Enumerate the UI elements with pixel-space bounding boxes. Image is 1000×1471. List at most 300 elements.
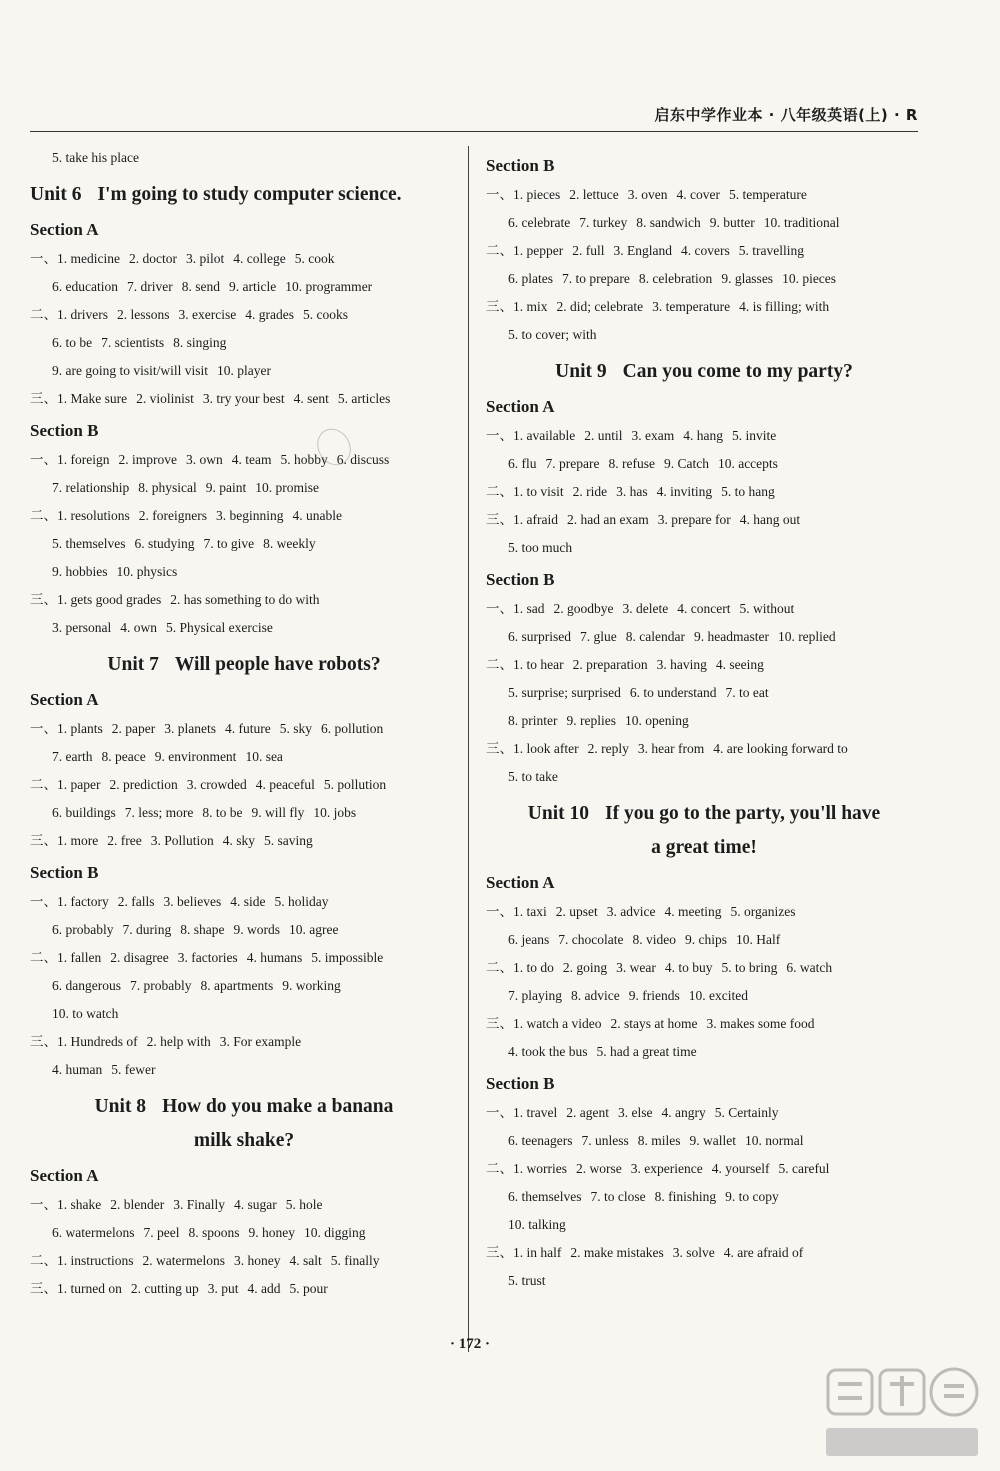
answer-item: 9. working bbox=[282, 978, 341, 993]
answer-item: 5. hole bbox=[285, 1197, 323, 1212]
answer-item: 4. grades bbox=[245, 307, 294, 322]
section-heading: Section A bbox=[486, 397, 555, 416]
answer-item: 8. refuse bbox=[608, 456, 655, 471]
answer-item: 2. cutting up bbox=[130, 1281, 199, 1296]
answer-item: 4. angry bbox=[661, 1105, 706, 1120]
answer-item: 5. to take bbox=[508, 769, 558, 784]
answer-item: 3. solve bbox=[672, 1245, 715, 1260]
answer-item: 8. video bbox=[632, 932, 676, 947]
answer-item: 3. prepare for bbox=[657, 512, 731, 527]
unit-title: Can you come to my party? bbox=[622, 361, 853, 382]
answer-item: 三、1. mix bbox=[486, 299, 548, 314]
answer-item: 8. spoons bbox=[188, 1225, 240, 1240]
answer-line bbox=[486, 679, 922, 707]
answer-item: 9. to copy bbox=[725, 1189, 779, 1204]
answer-line bbox=[486, 478, 922, 506]
answer-item: 二、1. instructions bbox=[30, 1253, 134, 1268]
answer-item: 4. add bbox=[247, 1281, 281, 1296]
answer-item: 8. peace bbox=[101, 749, 146, 764]
answer-item: 2. lessons bbox=[117, 307, 170, 322]
answer-item: 8. calendar bbox=[625, 629, 685, 644]
unit-heading bbox=[30, 1090, 458, 1124]
answer-item: 10. player bbox=[217, 363, 271, 378]
answer-item: 5. sky bbox=[279, 721, 312, 736]
answer-item: 一、1. plants bbox=[30, 721, 103, 736]
answer-item: 二、1. paper bbox=[30, 777, 101, 792]
answer-item: 5. finally bbox=[330, 1253, 380, 1268]
answer-item: 5. to bring bbox=[721, 960, 778, 975]
answer-item: 二、1. to hear bbox=[486, 657, 564, 672]
answer-item: 5. Physical exercise bbox=[165, 620, 273, 635]
answer-line bbox=[486, 926, 922, 954]
answer-item: 6. studying bbox=[134, 536, 195, 551]
answer-item: 9. words bbox=[233, 922, 280, 937]
answer-item: 8. finishing bbox=[654, 1189, 717, 1204]
left-column bbox=[30, 144, 458, 1303]
answer-line bbox=[486, 1211, 922, 1239]
answer-item: 3. pilot bbox=[185, 251, 225, 266]
answer-item: 4. sent bbox=[293, 391, 329, 406]
answer-item: 2. help with bbox=[146, 1034, 211, 1049]
answer-item: 3. exam bbox=[631, 428, 675, 443]
answer-item: 5. cooks bbox=[302, 307, 348, 322]
answer-item: 6. to understand bbox=[629, 685, 717, 700]
answer-item: 3. personal bbox=[52, 620, 112, 635]
answer-line bbox=[30, 1000, 458, 1028]
answer-item: 4. future bbox=[224, 721, 271, 736]
answer-item: 7. to close bbox=[590, 1189, 646, 1204]
answer-line bbox=[30, 972, 458, 1000]
answer-item: 3. For example bbox=[219, 1034, 302, 1049]
answer-item: 三、1. turned on bbox=[30, 1281, 122, 1296]
answer-item: 6. buildings bbox=[52, 805, 116, 820]
unit-number: Unit 6 bbox=[30, 184, 82, 205]
unit-heading bbox=[486, 797, 922, 831]
answer-item: 9. replies bbox=[566, 713, 616, 728]
answer-line bbox=[486, 763, 922, 791]
answer-item: 10. excited bbox=[688, 988, 748, 1003]
answer-line bbox=[30, 1191, 458, 1219]
answer-item: 2. blender bbox=[110, 1197, 165, 1212]
answer-item: 3. honey bbox=[233, 1253, 281, 1268]
answer-item: 8. physical bbox=[138, 480, 197, 495]
unit-title: I'm going to study computer science. bbox=[97, 184, 402, 205]
answer-line bbox=[486, 293, 922, 321]
unit-title: How do you make a banana bbox=[162, 1096, 394, 1117]
answer-item: 5. saving bbox=[264, 833, 313, 848]
answer-line bbox=[486, 237, 922, 265]
answer-item: 6. dangerous bbox=[52, 978, 121, 993]
answer-item: 一、1. shake bbox=[30, 1197, 102, 1212]
unit-heading bbox=[30, 178, 458, 212]
answer-item: 3. delete bbox=[622, 601, 669, 616]
answer-item: 5. travelling bbox=[738, 243, 804, 258]
answer-item: 8. to be bbox=[202, 805, 243, 820]
answer-item: 三、1. afraid bbox=[486, 512, 558, 527]
answer-item: 4. hang out bbox=[739, 512, 801, 527]
answer-item: 8. weekly bbox=[263, 536, 316, 551]
answer-item: 6. to be bbox=[52, 335, 93, 350]
answer-item: 4. covers bbox=[680, 243, 730, 258]
answer-item: 8. send bbox=[181, 279, 220, 294]
answer-item: 4. team bbox=[231, 452, 272, 467]
answer-item: 2. upset bbox=[555, 904, 598, 919]
answer-item: 7. playing bbox=[508, 988, 562, 1003]
answer-line bbox=[486, 181, 922, 209]
answer-item: 6. watch bbox=[786, 960, 833, 975]
answer-item: 8. miles bbox=[637, 1133, 681, 1148]
answer-line bbox=[30, 944, 458, 972]
section-heading: Section B bbox=[30, 421, 99, 440]
answer-item: 10. promise bbox=[255, 480, 319, 495]
answer-line bbox=[486, 1155, 922, 1183]
answer-line bbox=[30, 586, 458, 614]
answer-line bbox=[30, 771, 458, 799]
answer-item: 10. pieces bbox=[782, 271, 837, 286]
answer-line bbox=[30, 1028, 458, 1056]
answer-item: 二、1. resolutions bbox=[30, 508, 130, 523]
answer-line bbox=[30, 245, 458, 273]
answer-item: 2. lettuce bbox=[569, 187, 619, 202]
section-heading: Section A bbox=[486, 873, 555, 892]
watermark-logo bbox=[822, 1362, 982, 1462]
answer-item: 2. foreigners bbox=[138, 508, 207, 523]
answer-item: 3. planets bbox=[164, 721, 216, 736]
unit-number: Unit 9 bbox=[555, 361, 607, 382]
answer-item: 3. put bbox=[207, 1281, 239, 1296]
answer-item: 7. unless bbox=[581, 1133, 629, 1148]
answer-item: 3. exercise bbox=[178, 307, 237, 322]
answer-item: 5. had a great time bbox=[596, 1044, 697, 1059]
answer-item: 5. trust bbox=[508, 1273, 546, 1288]
answer-item: 7. glue bbox=[580, 629, 617, 644]
answer-item: 10. normal bbox=[744, 1133, 804, 1148]
answer-item: 5. organizes bbox=[730, 904, 796, 919]
answer-line bbox=[30, 1056, 458, 1084]
answer-item: 3. England bbox=[613, 243, 672, 258]
page-number: · 172 · bbox=[449, 1336, 490, 1352]
answer-item: 2. ride bbox=[572, 484, 608, 499]
answer-item: 二、1. to visit bbox=[486, 484, 564, 499]
answer-item: 3. hear from bbox=[637, 741, 705, 756]
unit-number: Unit 8 bbox=[94, 1096, 147, 1117]
answer-item: 5. hobby bbox=[280, 452, 328, 467]
answer-item: 5. themselves bbox=[52, 536, 126, 551]
answer-line bbox=[486, 1239, 922, 1267]
answer-line bbox=[30, 357, 458, 385]
answer-line bbox=[486, 450, 922, 478]
answer-item: 三、1. Hundreds of bbox=[30, 1034, 138, 1049]
unit-heading bbox=[30, 648, 458, 682]
answer-item: 10. to watch bbox=[52, 1006, 119, 1021]
answer-line bbox=[30, 888, 458, 916]
answer-line bbox=[486, 1127, 922, 1155]
answer-item: 4. cover bbox=[676, 187, 720, 202]
answer-line bbox=[30, 1219, 458, 1247]
answer-item: 10. physics bbox=[116, 564, 178, 579]
answer-item: 7. driver bbox=[126, 279, 173, 294]
answer-item: 5. impossible bbox=[311, 950, 384, 965]
answer-item: 5. articles bbox=[337, 391, 391, 406]
answer-item: 3. makes some food bbox=[706, 1016, 815, 1031]
answer-item: 二、1. to do bbox=[486, 960, 554, 975]
answer-item: 10. traditional bbox=[763, 215, 840, 230]
answer-item: 3. else bbox=[617, 1105, 653, 1120]
answer-item: 2. stays at home bbox=[610, 1016, 698, 1031]
answer-line bbox=[30, 530, 458, 558]
header-rule bbox=[30, 131, 918, 132]
answer-item: 8. sandwich bbox=[636, 215, 701, 230]
answer-item: 2. worse bbox=[576, 1161, 622, 1176]
answer-item: 5. surprise; surprised bbox=[508, 685, 621, 700]
answer-item: 9. paint bbox=[205, 480, 247, 495]
section-heading: Section B bbox=[30, 863, 99, 882]
answer-line bbox=[30, 502, 458, 530]
answer-item: 一、1. available bbox=[486, 428, 576, 443]
answer-item: 9. friends bbox=[628, 988, 680, 1003]
answer-item: 8. singing bbox=[173, 335, 227, 350]
answer-item: 二、1. drivers bbox=[30, 307, 108, 322]
answer-item: 2. watermelons bbox=[142, 1253, 225, 1268]
answer-item: 9. are going to visit/will visit bbox=[52, 363, 208, 378]
answer-item: 4. hang bbox=[683, 428, 723, 443]
section-heading: Section A bbox=[30, 690, 99, 709]
answer-item: 4. human bbox=[52, 1062, 103, 1077]
answer-item: 5. to cover; with bbox=[508, 327, 597, 342]
answer-item: 3. own bbox=[185, 452, 223, 467]
answer-item: 6. teenagers bbox=[508, 1133, 573, 1148]
answer-item: 5. careful bbox=[778, 1161, 830, 1176]
answer-item: 3. wear bbox=[616, 960, 656, 975]
answer-item: 5. too much bbox=[508, 540, 573, 555]
answer-item: 4. yourself bbox=[711, 1161, 770, 1176]
answer-item: 5. pollution bbox=[323, 777, 387, 792]
answer-item: 3. Finally bbox=[173, 1197, 225, 1212]
answer-item: 4. are afraid of bbox=[723, 1245, 804, 1260]
answer-item: 4. inviting bbox=[656, 484, 713, 499]
answer-item: 4. salt bbox=[289, 1253, 322, 1268]
answer-line bbox=[30, 329, 458, 357]
answer-item: 2. free bbox=[107, 833, 142, 848]
answer-line bbox=[30, 273, 458, 301]
answer-item: 3. crowded bbox=[186, 777, 247, 792]
answer-item: 4. took the bus bbox=[508, 1044, 588, 1059]
answer-line bbox=[486, 422, 922, 450]
answer-item: 5. pour bbox=[289, 1281, 328, 1296]
answer-line bbox=[486, 1038, 922, 1066]
answer-item: 4. concert bbox=[677, 601, 731, 616]
answer-item: 10. jobs bbox=[313, 805, 357, 820]
unit-title-continued: a great time! bbox=[651, 837, 757, 858]
answer-line bbox=[486, 1010, 922, 1038]
answer-item: 一、1. pieces bbox=[486, 187, 561, 202]
answer-item: 二、1. fallen bbox=[30, 950, 102, 965]
answer-item: 4. sugar bbox=[234, 1197, 277, 1212]
answer-item: 9. glasses bbox=[721, 271, 774, 286]
answer-item: 3. experience bbox=[630, 1161, 703, 1176]
answer-item: 9. wallet bbox=[689, 1133, 736, 1148]
answer-line bbox=[30, 301, 458, 329]
answer-line bbox=[30, 385, 458, 413]
section-heading: Section B bbox=[486, 1074, 555, 1093]
answer-item: 4. college bbox=[233, 251, 286, 266]
answer-item: 3. oven bbox=[627, 187, 668, 202]
answer-item: 2. doctor bbox=[128, 251, 177, 266]
answer-item: 9. hobbies bbox=[52, 564, 108, 579]
answer-line bbox=[486, 595, 922, 623]
answer-item: 5. cook bbox=[294, 251, 335, 266]
answer-item: 9. article bbox=[228, 279, 277, 294]
answer-line bbox=[486, 1099, 922, 1127]
answer-item: 4. humans bbox=[246, 950, 303, 965]
answer-item: 二、1. pepper bbox=[486, 243, 564, 258]
answer-item: 6. probably bbox=[52, 922, 114, 937]
answer-item: 7. scientists bbox=[101, 335, 165, 350]
answer-item: 6. discuss bbox=[336, 452, 390, 467]
answer-line bbox=[486, 534, 922, 562]
answer-item: 5. holiday bbox=[274, 894, 329, 909]
page-header: 启东中学作业本 · 八年级英语(上) · R bbox=[654, 106, 918, 124]
answer-item: 9. Catch bbox=[663, 456, 709, 471]
answer-item: 5. invite bbox=[732, 428, 777, 443]
section-heading: Section A bbox=[30, 1166, 99, 1185]
answer-item: 二、1. worries bbox=[486, 1161, 567, 1176]
answer-line bbox=[30, 799, 458, 827]
answer-line bbox=[30, 743, 458, 771]
answer-item: 4. are looking forward to bbox=[713, 741, 848, 756]
answer-item: 9. chips bbox=[684, 932, 727, 947]
answer-item: 5. temperature bbox=[728, 187, 807, 202]
answer-item: 三、1. in half bbox=[486, 1245, 562, 1260]
answer-item: 6. jeans bbox=[508, 932, 550, 947]
answer-item: 10. agree bbox=[289, 922, 339, 937]
answer-item: 2. until bbox=[584, 428, 623, 443]
answer-item: 7. to give bbox=[203, 536, 255, 551]
answer-item: 2. paper bbox=[111, 721, 156, 736]
answer-line bbox=[30, 715, 458, 743]
answer-item: 2. falls bbox=[117, 894, 155, 909]
answer-line bbox=[486, 651, 922, 679]
answer-item: 一、1. medicine bbox=[30, 251, 120, 266]
answer-item: 4. side bbox=[230, 894, 266, 909]
answer-item: 8. printer bbox=[508, 713, 558, 728]
answer-item: 2. improve bbox=[118, 452, 177, 467]
answer-item: 10. programmer bbox=[285, 279, 373, 294]
answer-item: 2. had an exam bbox=[566, 512, 649, 527]
answer-item: 7. during bbox=[122, 922, 172, 937]
answer-item: 10. digging bbox=[304, 1225, 366, 1240]
answer-line bbox=[486, 982, 922, 1010]
answer-item: 三、1. watch a video bbox=[486, 1016, 602, 1031]
answer-item: 6. flu bbox=[508, 456, 537, 471]
answer-item: 7. to eat bbox=[725, 685, 769, 700]
answer-item: 3. try your best bbox=[202, 391, 285, 406]
answer-item: 3. temperature bbox=[652, 299, 731, 314]
answer-item: 7. relationship bbox=[52, 480, 130, 495]
answer-item: 一、1. taxi bbox=[486, 904, 547, 919]
answer-line bbox=[30, 614, 458, 642]
answer-item: 4. meeting bbox=[664, 904, 722, 919]
answer-item: 一、1. sad bbox=[486, 601, 545, 616]
answer-item: 2. full bbox=[572, 243, 605, 258]
answer-item: 9. environment bbox=[154, 749, 237, 764]
answer-item: 三、1. look after bbox=[486, 741, 579, 756]
answer-item: 2. prediction bbox=[109, 777, 178, 792]
answer-item: 9. honey bbox=[248, 1225, 295, 1240]
answer-item: 10. talking bbox=[508, 1217, 566, 1232]
answer-item: 3. believes bbox=[163, 894, 222, 909]
answer-item: 7. peel bbox=[143, 1225, 180, 1240]
answer-item: 4. is filling; with bbox=[739, 299, 830, 314]
answer-line bbox=[486, 1183, 922, 1211]
answer-item: 7. earth bbox=[52, 749, 93, 764]
section-heading: Section B bbox=[486, 570, 555, 589]
answer-item: 7. chocolate bbox=[558, 932, 624, 947]
answer-item: 3. advice bbox=[606, 904, 656, 919]
answer-line bbox=[30, 827, 458, 855]
answer-item: 8. shape bbox=[180, 922, 225, 937]
answer-item: 2. preparation bbox=[572, 657, 648, 672]
answer-item: 2. make mistakes bbox=[570, 1245, 664, 1260]
answer-item: 10. replied bbox=[777, 629, 836, 644]
answer-item: 8. celebration bbox=[638, 271, 713, 286]
answer-item: 2. violinist bbox=[136, 391, 194, 406]
answer-item: 三、1. more bbox=[30, 833, 99, 848]
unit-title: If you go to the party, you'll have bbox=[605, 803, 881, 824]
answer-item: 8. apartments bbox=[200, 978, 274, 993]
answer-item: 8. advice bbox=[571, 988, 620, 1003]
answer-item: 4. to buy bbox=[664, 960, 713, 975]
answer-item: 2. did; celebrate bbox=[556, 299, 644, 314]
answer-item: 3. Pollution bbox=[150, 833, 214, 848]
answer-item: 6. pollution bbox=[320, 721, 384, 736]
answer-item: 9. headmaster bbox=[693, 629, 769, 644]
answer-item: 7. less; more bbox=[124, 805, 194, 820]
answer-item: 10. opening bbox=[625, 713, 689, 728]
answer-item: 3. having bbox=[656, 657, 707, 672]
answer-line bbox=[486, 623, 922, 651]
answer-item: 10. sea bbox=[245, 749, 283, 764]
unit-title: Will people have robots? bbox=[174, 654, 381, 675]
unit-heading bbox=[486, 355, 922, 389]
answer-line bbox=[486, 321, 922, 349]
answer-item: 4. seeing bbox=[715, 657, 764, 672]
answer-line bbox=[486, 265, 922, 293]
answer-line bbox=[486, 707, 922, 735]
answer-item: 一、1. travel bbox=[486, 1105, 558, 1120]
section-heading: Section B bbox=[486, 156, 555, 175]
answer-item: 5. to hang bbox=[721, 484, 775, 499]
answer-item: 三、1. gets good grades bbox=[30, 592, 162, 607]
answer-item: 4. peaceful bbox=[255, 777, 315, 792]
answer-item: 6. surprised bbox=[508, 629, 571, 644]
answer-item: 5. take his place bbox=[52, 150, 139, 165]
answer-item: 4. own bbox=[120, 620, 157, 635]
answer-item: 3. factories bbox=[177, 950, 238, 965]
answer-item: 10. Half bbox=[735, 932, 781, 947]
answer-item: 5. without bbox=[739, 601, 795, 616]
answer-line bbox=[30, 1247, 458, 1275]
column-divider bbox=[468, 146, 469, 1352]
answer-line bbox=[486, 898, 922, 926]
answer-line bbox=[486, 735, 922, 763]
answer-line bbox=[30, 558, 458, 586]
answer-item: 6. themselves bbox=[508, 1189, 582, 1204]
answer-line bbox=[30, 474, 458, 502]
answer-item: 3. beginning bbox=[215, 508, 284, 523]
answer-item: 6. education bbox=[52, 279, 118, 294]
answer-line bbox=[486, 1267, 922, 1295]
